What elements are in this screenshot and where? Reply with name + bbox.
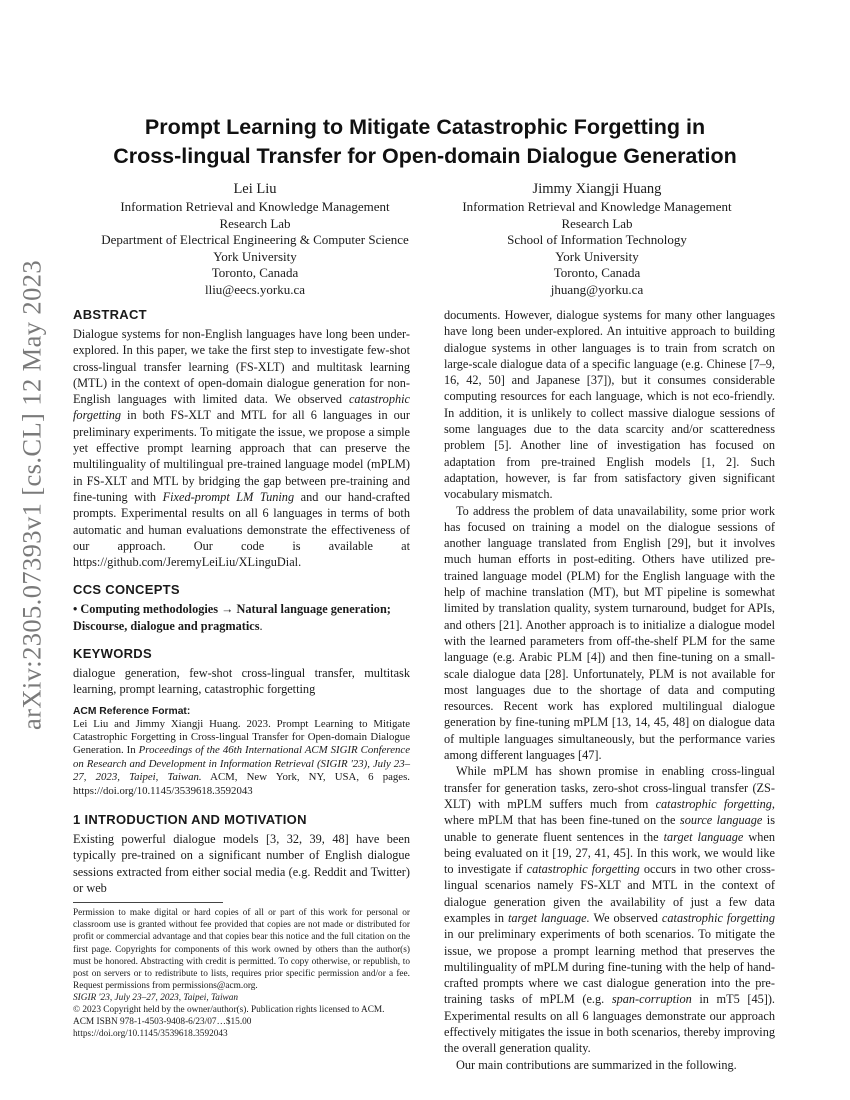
author-block-2 (447, 180, 747, 299)
author-email: lliu@eecs.yorku.ca (204, 281, 306, 297)
abstract-text: Dialogue systems for non-English languages have long been under-explored. In this paper, we take the first step to investigate few-shot cross-lingual transfer learning (FS-XLT) and multitask learning (MTL) in the context of open-domain dialogue generation for non-English languages with limited data. We observed catastrophic forgetting in both FS-XLT and MTL for all 6 languages in our preliminary experiments. To mitigate the issue, we propose a simple yet effective prompt learning approach that can preserve the multilinguality of multilingual pre-trained language model (mPLM) in FS-XLT and MTL by bridging the gap between pre-training and fine-tuning with Fixed-prompt LM Tuning and our hand-crafted prompts. Experimental results on all 6 languages in terms of both automatic and human evaluations demonstrate the effectiveness of our approach. Our code is available at https://github.com/JeremyLeiLiu/XLinguDial. (73, 327, 410, 570)
arxiv-stamp-text: arXiv:2305.07393v1 [cs.CL] 12 May 2023 (16, 259, 47, 731)
author-affiliation: Research Lab (219, 215, 291, 231)
permission-text: Permission to make digital or hard copies of all or part of this work for personal or classroom use is granted without fee provided that copies are not made or distributed for profit or commercial advantage and that copies bear this notice and the full citation on the first page. Copyrights for components of this work owned by others than the author(s) must be honored. Abstracting with credit is permitted. To copy otherwise, or republish, to post on servers or to redistribute to lists, requires prior specific permission and/or a fee. Request permissions from permissions@acm.org. (73, 908, 410, 991)
body-paragraph: To address the problem of data unavailability, some prior work has focused on training a model on the dialogue sessions of another language translated from English [29], but it involves much human efforts in post-editing. Others have utilized pre-trained language model (PLM) for the English language with the help of machine translation (MT), but MT pipeline is somewhat limited by translation quality, system turnaround, budget for APIs, and others [21]. Another approach is to initialize a dialogue model with the learned parameters from off-the-shelf PLM for the same language (e.g. Arabic PLM [4]) and then fine-tuning on a small-scale dialogue data [28]. Unfortunately, PLM is not available for most languages due to the shortage of data and computing resources. Recent work has explored multilingual dialogue generation by fine-tuning mPLM [13, 14, 45, 48] on dialogue data of multiple languages simultaneously, but the performance varies among different languages [47]. (444, 503, 775, 763)
keywords-heading: KEYWORDS (73, 646, 152, 662)
author-department: Department of Electrical Engineering & Computer Science (101, 232, 409, 248)
author-name: Lei Liu (233, 181, 277, 197)
venue-line: SIGIR '23, July 23–27, 2023, Taipei, Taiwan (73, 992, 239, 1003)
paper-title (0, 113, 850, 171)
title-line-2: Cross-lingual Transfer for Open-domain Dialogue Generation (113, 144, 737, 168)
author-affiliation: Information Retrieval and Knowledge Management (120, 199, 390, 214)
ccs-concepts: • Computing methodologies → Natural language generation; Discourse, dialogue and pragmatics. (73, 602, 391, 633)
author-location: Toronto, Canada (553, 265, 641, 281)
author-university: York University (555, 248, 639, 264)
author-university: York University (213, 248, 297, 264)
right-column (444, 307, 775, 1073)
isbn-line: ACM ISBN 978-1-4503-9408-6/23/07…$15.00 (73, 1017, 252, 1028)
arxiv-stamp (8, 259, 56, 731)
acm-ref-text: Lei Liu and Jimmy Xiangji Huang. 2023. Prompt Learning to Mitigate Catastrophic Forgetting in Cross-lingual Transfer for Open-domain Dialogue Generation. In Proceedings of the 46th International ACM SIGIR Conference on Research and Development in Information Retrieval (SIGIR '23), July 23–27, 2023, Taipei, Taiwan. ACM, New York, NY, USA, 6 pages. https://doi.org/10.1145/3539618.3592043 (73, 717, 410, 797)
keywords-text: dialogue generation, few-shot cross-lingual transfer, multitask learning, prompt learning, catastrophic forgetting (73, 666, 410, 697)
body-paragraph: While mPLM has shown promise in enabling cross-lingual transfer for generation tasks, zero-shot cross-lingual transfer (ZS-XLT) with mPLM suffers much from catastrophic forgetting, where mPLM that has been fine-tuned on the source language is unable to generate fluent sentences in the target language when being evaluated on it [19, 27, 41, 45]. In this work, we would like to investigate if catastrophic forgetting occurs in two other cross-lingual scenarios namely FS-XLT and MTL in the context of dialogue generation given the availability of just a few data examples in target language. We observed catastrophic forgetting in our preliminary experiments of both scenarios. To mitigate the issue, we propose a prompt learning method that preserves the multilinguality of mPLM during fine-tuning with the help of hand-crafted prompts where we cast dialogue generation into the pre-training tasks of mPLM (e.g. span-corruption in mT5 [45]). Experimental results on all 6 languages demonstrate our approach effectively mitigates the issue in both scenarios, thereby improving the overall generation quality. (444, 764, 776, 1056)
author-affiliation: Information Retrieval and Knowledge Management (462, 199, 732, 214)
title-line-1: Prompt Learning to Mitigate Catastrophic Forgetting in (144, 115, 706, 139)
body-paragraph: Our main contributions are summarized in the following. (456, 1057, 737, 1072)
author-name: Jimmy Xiangji Huang (532, 181, 662, 197)
intro-heading: 1 INTRODUCTION AND MOTIVATION (73, 812, 307, 828)
author-affiliation: Research Lab (561, 215, 633, 231)
footnote-rule (73, 902, 223, 903)
acm-ref-heading: ACM Reference Format: (73, 705, 191, 717)
copyright-notice (73, 907, 410, 1040)
abstract-heading: ABSTRACT (73, 307, 147, 322)
left-column (73, 307, 410, 1040)
author-department: School of Information Technology (507, 232, 687, 248)
doi-line: https://doi.org/10.1145/3539618.3592043 (73, 1029, 228, 1040)
author-block-1 (70, 180, 440, 299)
copyright-line: © 2023 Copyright held by the owner/author(s). Publication rights licensed to ACM. (73, 1005, 385, 1016)
ccs-heading: CCS CONCEPTS (73, 582, 180, 598)
author-email: jhuang@yorku.ca (550, 281, 644, 297)
intro-text: Existing powerful dialogue models [3, 32, 39, 48] have been typically pre-trained on a significant number of English dialogue sessions extracted from either social media (e.g. Reddit and Twitter) or web (73, 832, 410, 895)
body-paragraph: documents. However, dialogue systems for many other languages have long been under-explored. An intuitive approach to building dialogue systems in other languages is to train from scratch on large-scale dialogue data of a specific language (e.g. Chinese [7–9, 16, 42, 50] and Japanese [37]), but it consumes considerable computing resources for each language, which is not eco-friendly. In addition, it is unlikely to collect massive dialogue sessions of some languages due to the data scarcity and/or scatteredness problem [5]. Another line of investigation has focused on adaptation from pre-trained English models [1, 2]. Such adaptation, however, is far from satisfactory given significant vocabulary mismatch. (444, 308, 775, 502)
author-location: Toronto, Canada (211, 265, 299, 281)
